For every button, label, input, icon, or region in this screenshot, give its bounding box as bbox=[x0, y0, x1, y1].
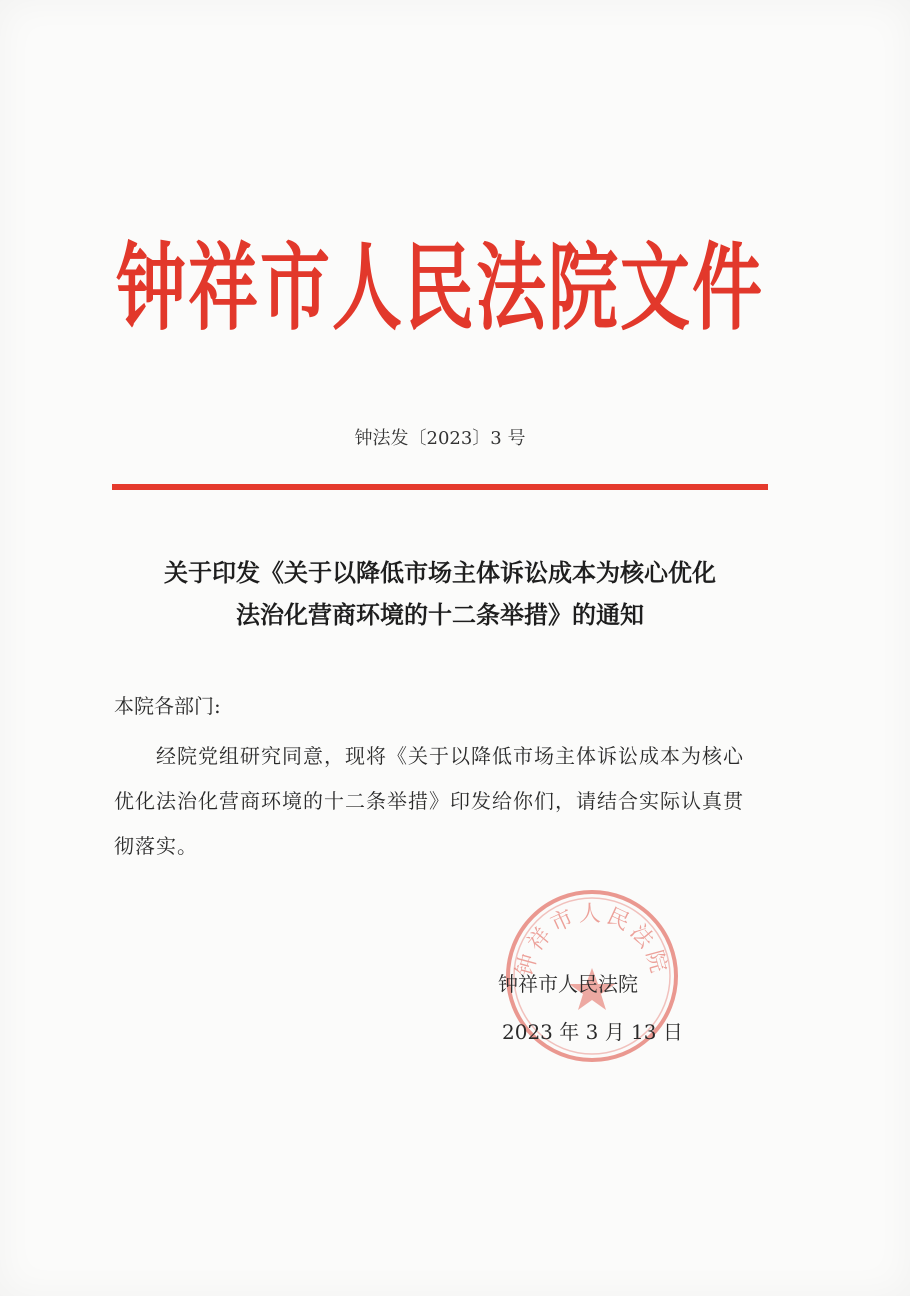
document-number: 钟法发〔2023〕3 号 bbox=[354, 428, 526, 449]
issuing-authority: 钟祥市人民法院 bbox=[498, 972, 638, 996]
salutation: 本院各部门: bbox=[114, 694, 221, 718]
body-paragraph: 经院党组研究同意，现将《关于以降低市场主体诉讼成本为核心优化法治化营商环境的十二条举措》印发给你们，请结合实际认真贯彻落实。 bbox=[114, 744, 744, 858]
document-header-title: 钟祥市人民法院文件 bbox=[116, 232, 764, 344]
notice-title-line-1: 关于印发《关于以降低市场主体诉讼成本为核心优化 bbox=[164, 558, 716, 587]
issue-date: 2023 年 3 月 13 日 bbox=[502, 1020, 683, 1044]
notice-title bbox=[110, 552, 770, 636]
notice-title-line-2: 法治化营商环境的十二条举措》的通知 bbox=[236, 600, 644, 629]
seal-text: 钟祥市人民法院 bbox=[512, 902, 672, 980]
red-divider-line bbox=[112, 484, 768, 490]
